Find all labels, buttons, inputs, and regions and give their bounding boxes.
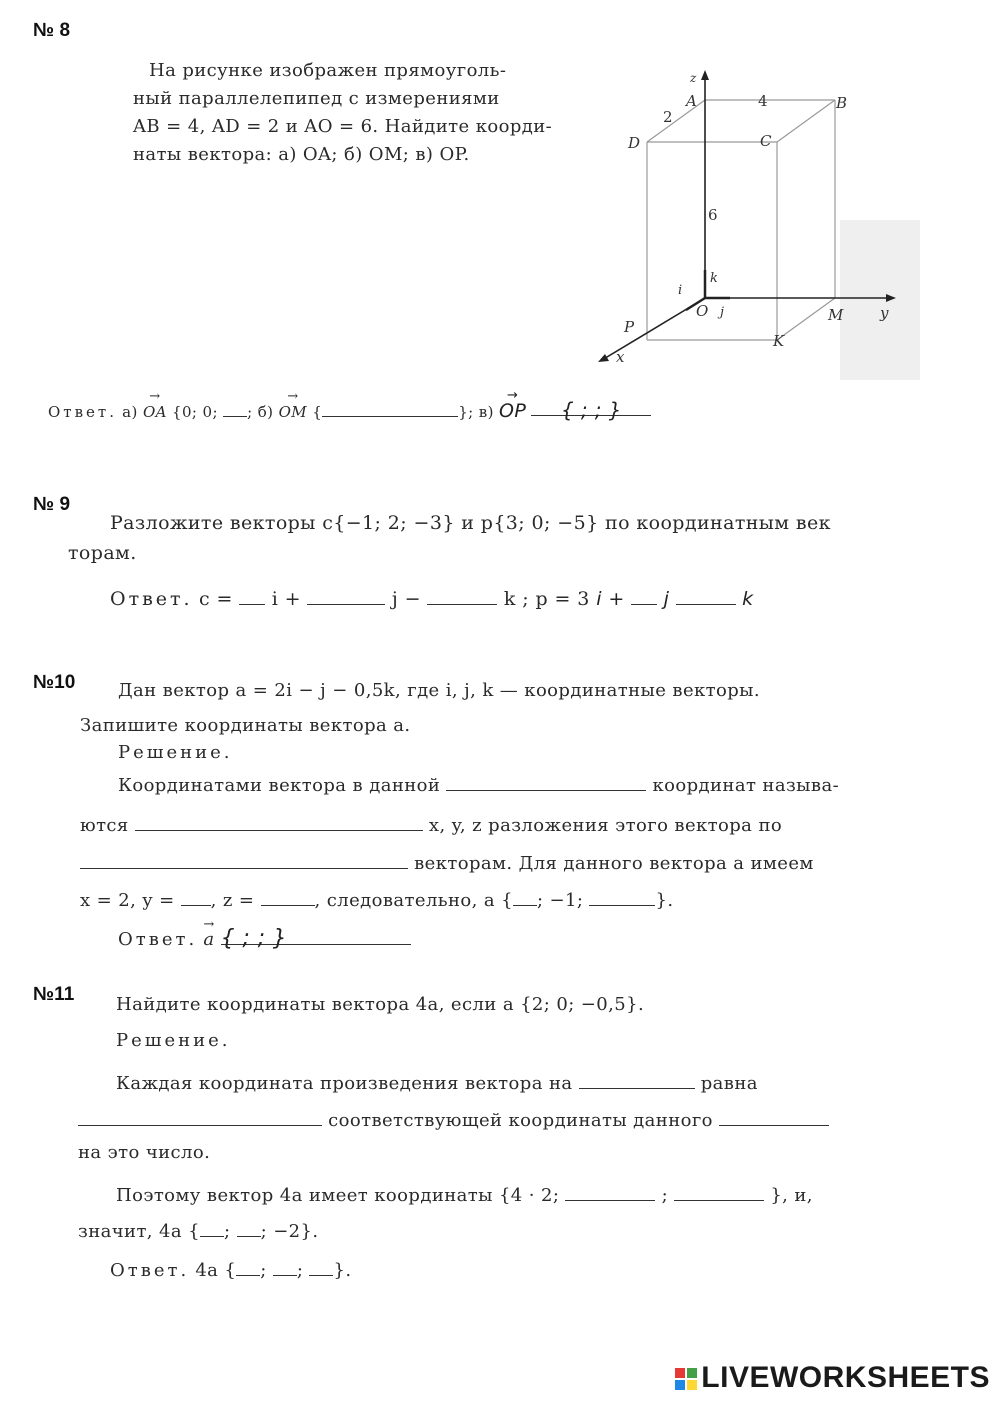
problem-8-text-line: ный параллелепипед с измерениями [133,88,500,109]
p-j-coef-input[interactable] [631,586,657,605]
s4-then: , следовательно, a { [314,890,513,911]
om-coords-input[interactable] [322,398,458,417]
s4-start: Поэтому вектор 4a имеет координаты {4 · 2; [116,1185,560,1206]
s1-end: равна [700,1073,758,1094]
answer-a-label: а) [122,403,138,421]
label-d: D [628,134,641,152]
label-z: z [690,71,697,85]
liveworksheets-logo-icon [675,1368,697,1390]
problem-10-solution-heading: Решение. [118,742,233,763]
problem-9-number: № 9 [33,494,71,515]
s3-end: векторам. Для данного вектора a имеем [414,853,814,874]
answer-prefix: Ответ. [110,588,193,610]
answer-sep: ; [260,1260,267,1281]
problem-11-solution-heading: Решение. [116,1030,231,1051]
label-edge-ao: 6 [708,206,718,224]
problem-9-text-line: торам. [68,542,137,564]
s1-end: координат называ- [652,775,840,796]
problem-9-answer [110,586,754,612]
p-j-handwritten: j [663,588,670,610]
answer-prefix: Ответ. [48,403,117,421]
problem-11-solution-line [78,1107,829,1134]
p-k-coef-input[interactable] [676,586,736,605]
s2-end: x, y, z разложения этого вектора по [428,815,783,836]
coefficients-input[interactable] [135,812,423,831]
brand-name: LIVEWORKSHEETS [701,1361,990,1394]
label-k-vector: k [710,271,718,286]
4a-z-calc-input[interactable] [674,1182,764,1201]
s1-start: Координатами вектора в данной [118,775,441,796]
edge-km [777,298,835,340]
vector-oa: → OA [143,399,167,425]
label-a: A [686,92,697,110]
vector-op-handwritten: → OP [499,398,526,424]
4a-y-calc-input[interactable] [565,1182,655,1201]
j-minus: j − [391,588,421,610]
problem-10-solution-line [80,850,814,877]
x-arrowhead [598,354,609,362]
problem-10-solution-line [80,812,782,839]
number-input[interactable] [579,1070,695,1089]
c-i-coef-input[interactable] [239,586,265,605]
s2-start: ются [80,815,129,836]
c-equals: c = [199,588,233,610]
problem-8-number: № 8 [33,20,71,41]
problem-11-solution-line: на это число. [78,1142,211,1163]
oa-z-input[interactable] [223,398,247,417]
answer-c-label: }; в) [458,403,494,421]
problem-10-text-line: Дан вектор a = 2i − j − 0,5k, где i, j, k — координатные векторы. [118,680,761,701]
problem-10-answer [118,926,411,953]
problem-9-text-line: Разложите векторы c{−1; 2; −3} и p{3; 0; −5} по координатным век [110,512,831,534]
answer-a-coords: {0; 0; [172,403,218,421]
answer-z-input[interactable] [309,1257,333,1276]
product-input[interactable] [78,1107,322,1126]
problem-8-text-line: наты вектора: а) OA; б) OM; в) OP. [133,144,470,165]
problem-10-text-line: Запишите координаты вектора a. [80,715,411,736]
coordinate-input[interactable] [80,850,408,869]
problem-10-number: №10 [33,672,76,693]
a-x-input[interactable] [513,887,537,906]
label-edge-ad: 2 [663,108,673,126]
liveworksheets-logo [675,1361,990,1395]
z-arrowhead [701,70,709,80]
problem-11-solution-line [116,1182,813,1209]
k-semicolon: k ; [503,588,530,610]
edge-bc [777,100,835,142]
p-i-plus-handwritten: i + [596,588,625,610]
s4-close: }. [655,890,674,911]
problem-8-text-line: На рисунке изображен прямоуголь- [149,60,507,81]
s5-start: значит, 4a { [78,1221,201,1242]
answer-a-coords-input[interactable]: { ; ; } [221,926,411,945]
s1-start: Каждая координата произведения вектора на [116,1073,573,1094]
s4-sep: ; [661,1185,669,1206]
problem-11-number: №11 [33,984,75,1005]
c-k-coef-input[interactable] [427,586,497,605]
label-k: K [773,332,785,350]
problem-10-solution-line [118,772,839,799]
parallelepiped-figure [590,60,930,390]
answer-sep: ; [296,1260,304,1281]
answer-x-input[interactable] [236,1257,260,1276]
c-j-coef-input[interactable] [307,586,385,605]
s5-end: ; −2}. [260,1221,319,1242]
a-z-input[interactable] [589,887,655,906]
s5-sep: ; [224,1221,231,1242]
s4-z: , z = [210,890,255,911]
i-plus: i + [271,588,302,610]
label-y: y [880,304,889,322]
problem-11-text-line: Найдите координаты вектора 4a, если a {2; 0; −0,5}. [116,994,645,1015]
4a-y-input[interactable] [237,1218,261,1237]
label-x: x [616,348,625,366]
label-p: P [624,318,635,336]
problem-11-solution-line [78,1218,319,1245]
label-b: B [836,94,848,112]
answer-b-open: { [312,403,323,421]
vector-om: → OM [279,399,307,425]
problem-8-text-line: AB = 4, AD = 2 и AO = 6. Найдите коорди- [133,116,553,137]
answer-end: }. [333,1260,352,1281]
label-j: j [720,305,725,320]
answer-y-input[interactable] [273,1257,297,1276]
z-value-input[interactable] [261,887,315,906]
scan-shading [840,220,920,380]
problem-8-answer [48,397,651,425]
vector-input[interactable] [719,1107,829,1126]
answer-prefix: Ответ. [110,1260,190,1281]
op-coords-input[interactable]: { ; ; } [531,397,651,416]
s4-x: x = 2, y = [80,890,175,911]
s4-end: }, и, [770,1185,813,1206]
problem-11-solution-line [116,1070,758,1097]
basis-system-input[interactable] [446,772,646,791]
s2-mid: соответствующей координаты данного [328,1110,713,1131]
answer-vector-a: → a [203,927,214,953]
label-m: M [828,306,844,324]
answer-vector: 4a { [195,1260,237,1281]
s4-mid: ; −1; [536,890,584,911]
problem-10-solution-line [80,887,673,914]
answer-prefix: Ответ. [118,929,198,950]
y-value-input[interactable] [181,887,211,906]
label-i: i [678,283,683,298]
problem-11-answer [110,1257,351,1284]
p-equals: p = 3 [535,588,590,610]
4a-x-input[interactable] [200,1218,224,1237]
p-k-handwritten: k [742,588,754,610]
label-o: O [696,302,709,320]
label-c: C [760,132,772,150]
label-edge-ab: 4 [758,92,768,110]
answer-b-label: ; б) [247,403,274,421]
